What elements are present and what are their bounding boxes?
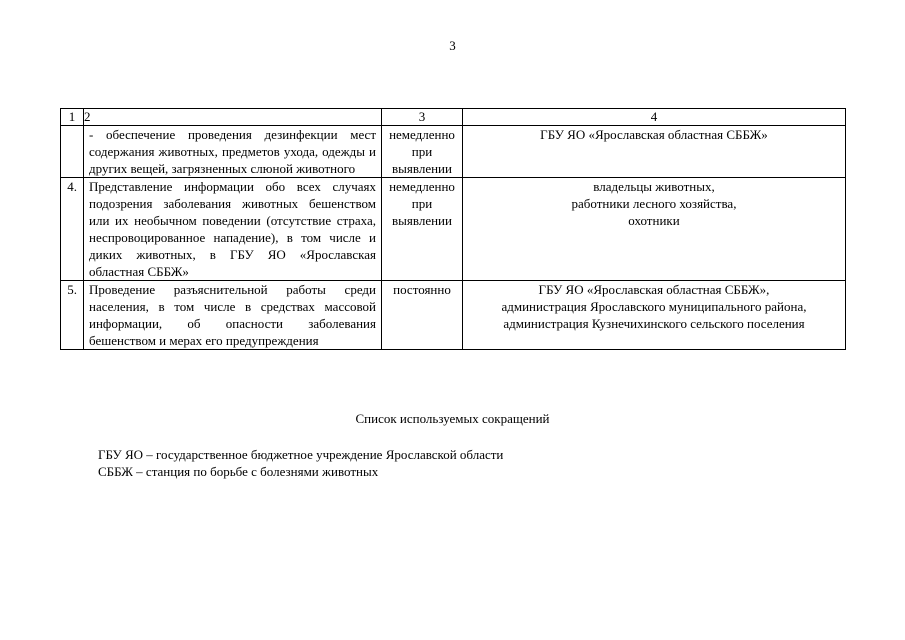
header-col-2: 2 bbox=[84, 109, 382, 126]
table-row bbox=[61, 281, 846, 350]
responsible-line: владельцы животных, bbox=[593, 179, 715, 194]
responsible-line: работники лесного хозяйства, bbox=[571, 196, 737, 211]
row-measure-text: Представление информации обо всех случаях подозрения заболевания животных бешенством или их необычном поведении (отсутствие страха, неспровоцированное нападение), в том числе и диких животных, в ГБУ ЯО «Ярославская областная СББЖ» bbox=[84, 178, 382, 281]
row-term bbox=[382, 281, 463, 350]
abbreviations-title: Список используемых сокращений bbox=[355, 411, 550, 426]
term-line: немедленно bbox=[389, 179, 455, 194]
abbreviation-item: СББЖ – станция по борьбе с болезнями животных bbox=[98, 464, 379, 479]
abbreviation-item: ГБУ ЯО – государственное бюджетное учреждение Ярославской области bbox=[98, 447, 504, 462]
page-number: 3 bbox=[449, 38, 456, 53]
measures-table bbox=[60, 108, 846, 350]
term-line: при bbox=[411, 144, 433, 159]
responsible-line: администрация Ярославского муниципального района, bbox=[501, 299, 807, 314]
row-responsible bbox=[463, 126, 846, 178]
row-responsible bbox=[463, 281, 846, 350]
term-line: при bbox=[411, 196, 433, 211]
abbreviations-list bbox=[98, 446, 503, 480]
header-col-4: 4 bbox=[463, 109, 846, 126]
table-row bbox=[61, 178, 846, 281]
row-measure-text: Проведение разъяснительной работы среди населения, в том числе в средствах массовой информации, об опасности заболевания бешенством и мерах его предупреждения bbox=[84, 281, 382, 350]
row-measure-text: - обеспечение проведения дезинфекции мест содержания животных, предметов ухода, одежды и других вещей, загрязненных слюной животного bbox=[84, 126, 382, 178]
term-line: выявлении bbox=[392, 161, 452, 176]
row-number: 4. bbox=[61, 178, 84, 281]
row-number bbox=[61, 126, 84, 178]
row-responsible bbox=[463, 178, 846, 281]
table-row bbox=[61, 126, 846, 178]
responsible-line: охотники bbox=[628, 213, 680, 228]
row-term bbox=[382, 126, 463, 178]
header-col-3: 3 bbox=[382, 109, 463, 126]
term-line: постоянно bbox=[393, 282, 451, 297]
term-line: выявлении bbox=[392, 213, 452, 228]
responsible-line: ГБУ ЯО «Ярославская областная СББЖ», bbox=[538, 282, 770, 297]
row-term bbox=[382, 178, 463, 281]
term-line: немедленно bbox=[389, 127, 455, 142]
row-number: 5. bbox=[61, 281, 84, 350]
table-header-row bbox=[61, 109, 846, 126]
responsible-line: администрация Кузнечихинского сельского поселения bbox=[503, 316, 805, 331]
header-col-1: 1 bbox=[61, 109, 84, 126]
responsible-line: ГБУ ЯО «Ярославская областная СББЖ» bbox=[540, 127, 768, 142]
